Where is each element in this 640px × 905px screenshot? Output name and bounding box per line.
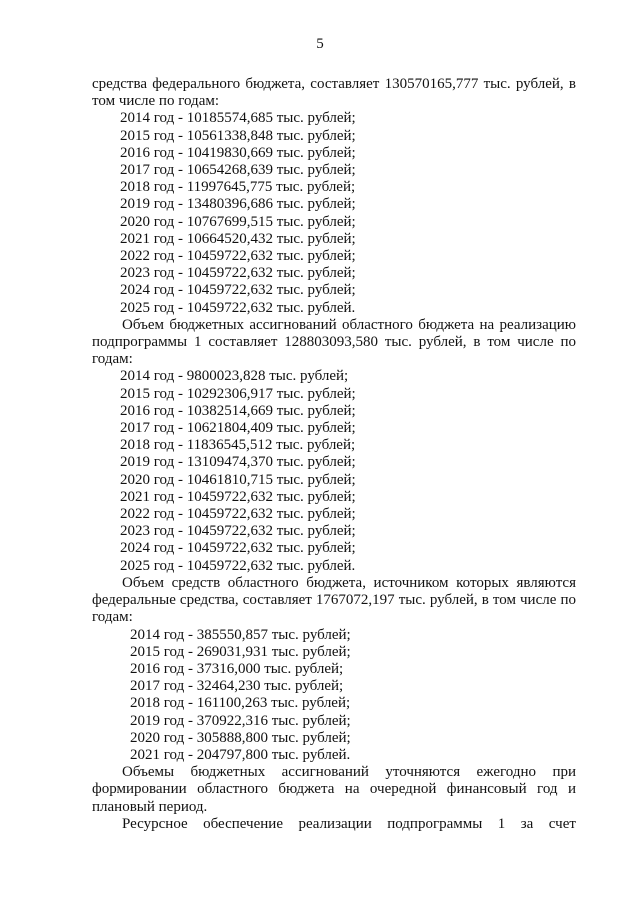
- regional-appropriations-by-year-list: [92, 368, 576, 574]
- year-amount-item: 2016 год - 37316,000 тыс. рублей;: [130, 660, 344, 677]
- year-amount-item: 2021 год - 204797,800 тыс. рублей.: [130, 746, 351, 763]
- paragraph-federal-budget: средства федерального бюджета, составляет 130570165,777 тыс. рублей, в том числе по годам:: [92, 76, 576, 110]
- year-amount-item: 2020 год - 10767699,515 тыс. рублей;: [120, 213, 356, 230]
- word: Ресурсное: [122, 815, 188, 832]
- word: 1: [497, 815, 506, 832]
- year-amount-item: 2015 год - 269031,931 тыс. рублей;: [130, 643, 351, 660]
- document-body: [92, 76, 576, 833]
- year-amount-item: 2024 год - 10459722,632 тыс. рублей;: [120, 282, 356, 299]
- year-amount-item: 2017 год - 32464,230 тыс. рублей;: [130, 678, 344, 695]
- paragraph-appropriations-clarified: Объемы бюджетных ассигнований уточняются ежегодно при формировании областного бюджета на очередной финансовый год и плановый период.: [92, 764, 576, 815]
- word: подпрограммы: [387, 815, 483, 832]
- year-amount-item: 2018 год - 161100,263 тыс. рублей;: [130, 695, 351, 712]
- word: счет: [548, 815, 576, 832]
- paragraph-regional-appropriations: Объем бюджетных ассигнований областного бюджета на реализацию подпрограммы 1 составляет 128803093,580 тыс. рублей, в том числе по годам:: [92, 316, 576, 368]
- year-amount-item: 2017 год - 10654268,639 тыс. рублей;: [120, 162, 356, 179]
- year-amount-item: 2019 год - 13109474,370 тыс. рублей;: [120, 454, 356, 471]
- year-amount-item: 2021 год - 10459722,632 тыс. рублей;: [120, 488, 356, 505]
- year-amount-item: 2020 год - 305888,800 тыс. рублей;: [130, 729, 351, 746]
- word: реализации: [298, 815, 372, 832]
- year-amount-item: 2014 год - 10185574,685 тыс. рублей;: [120, 110, 356, 127]
- year-amount-item: 2018 год - 11997645,775 тыс. рублей;: [120, 179, 356, 196]
- year-amount-item: 2016 год - 10419830,669 тыс. рублей;: [120, 144, 356, 161]
- year-amount-item: 2025 год - 10459722,632 тыс. рублей.: [120, 299, 356, 316]
- year-amount-item: 2019 год - 13480396,686 тыс. рублей;: [120, 196, 356, 213]
- year-amount-item: 2024 год - 10459722,632 тыс. рублей;: [120, 540, 356, 557]
- year-amount-item: 2017 год - 10621804,409 тыс. рублей;: [120, 420, 356, 437]
- year-amount-item: 2015 год - 10292306,917 тыс. рублей;: [120, 385, 356, 402]
- year-amount-item: 2021 год - 10664520,432 тыс. рублей;: [120, 230, 356, 247]
- federal-source-funds-by-year-list: [92, 627, 576, 765]
- year-amount-item: 2022 год - 10459722,632 тыс. рублей;: [120, 248, 356, 265]
- year-amount-item: 2023 год - 10459722,632 тыс. рублей;: [120, 523, 356, 540]
- page-number: 5: [316, 36, 324, 52]
- year-amount-item: 2014 год - 9800023,828 тыс. рублей;: [120, 368, 349, 385]
- word: обеспечение: [203, 815, 283, 832]
- word: за: [520, 815, 534, 832]
- paragraph-resource-provision: [92, 816, 576, 833]
- year-amount-item: 2014 год - 385550,857 тыс. рублей;: [130, 626, 351, 643]
- year-amount-item: 2025 год - 10459722,632 тыс. рублей.: [120, 557, 356, 574]
- year-amount-item: 2023 год - 10459722,632 тыс. рублей;: [120, 265, 356, 282]
- year-amount-item: 2015 год - 10561338,848 тыс. рублей;: [120, 127, 356, 144]
- year-amount-item: 2018 год - 11836545,512 тыс. рублей;: [120, 437, 356, 454]
- year-amount-item: 2020 год - 10461810,715 тыс. рублей;: [120, 471, 356, 488]
- year-amount-item: 2019 год - 370922,316 тыс. рублей;: [130, 712, 351, 729]
- year-amount-item: 2022 год - 10459722,632 тыс. рублей;: [120, 506, 356, 523]
- federal-budget-by-year-list: [92, 110, 576, 316]
- year-amount-item: 2016 год - 10382514,669 тыс. рублей;: [120, 402, 356, 419]
- paragraph-federal-source-funds: Объем средств областного бюджета, источником которых являются федеральные средства, составляет 1767072,197 тыс. рублей, в том числе по годам:: [92, 574, 576, 626]
